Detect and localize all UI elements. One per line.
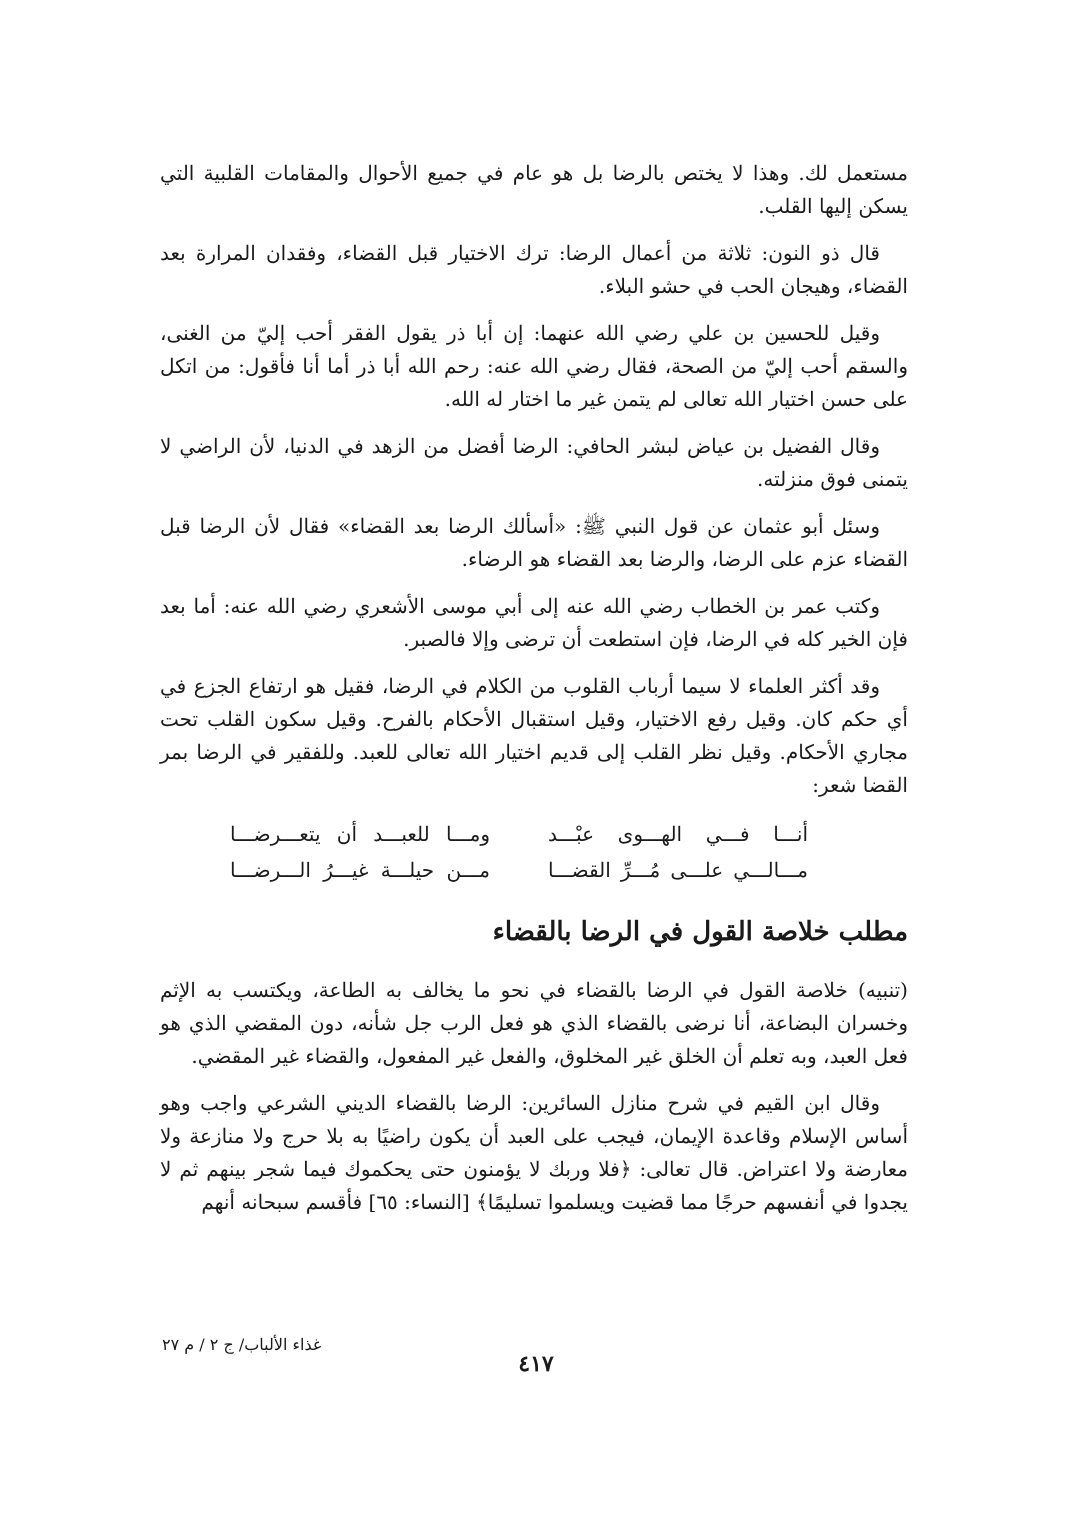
footer-reference: غذاء الألباب/ ج ٢ / م ٢٧ (162, 1335, 322, 1354)
poem-verses (160, 816, 908, 888)
verse-2-first-hemistich: مـــالـــي علـــى مُـــرِّ القضـــا (548, 858, 808, 882)
paragraph-7: وقد أكثر العلماء لا سيما أرباب القلوب من الكلام في الرضا، فقيل هو ارتفاع الجزع في أي حكم كان. وقيل رفع الاختيار، وقيل استقبال الأحكام بالفرح. وقيل سكون القلب تحت مجاري الأحكام. وقيل نظر القلب إلى قديم اختيار الله تعالى للعبد. وللفقير في الرضا بمر القضا شعر: (160, 674, 908, 797)
verse-line (160, 852, 908, 888)
paragraph-6: وكتب عمر بن الخطاب رضي الله عنه إلى أبي موسى الأشعري رضي الله عنه: أما بعد فإن الخير كله في الرضا، فإن استطعت أن ترضى وإلا فالصبر. (160, 594, 908, 651)
paragraph-2: قال ذو النون: ثلاثة من أعمال الرضا: ترك الاختيار قبل القضاء، وفقدان المرارة بعد القضاء، وهيجان الحب في حشو البلاء. (160, 241, 908, 298)
paragraph-9: وقال ابن القيم في شرح منازل السائرين: الرضا بالقضاء الديني الشرعي واجب وهو أساس الإسلام وقاعدة الإيمان، فيجب على العبد أن يكون راضيًا به بلا حرج ولا منازعة ولا معارضة ولا اعتراض. قال تعالى: ﴿فلا وربك لا يؤمنون حتى يحكموك فيما شجر بينهم ثم لا يجدوا في أنفسهم حرجًا مما قضيت ويسلموا تسليمًا﴾ [النساء: ٦٥] فأقسم سبحانه أنهم (160, 1091, 908, 1214)
paragraph-5: وسئل أبو عثمان عن قول النبي ﷺ: «أسألك الرضا بعد القضاء» فقال لأن الرضا قبل القضاء عزم على الرضا، والرضا بعد القضاء هو الرضاء. (160, 514, 908, 571)
section-heading: مطلب خلاصة القول في الرضا بالقضاء (492, 917, 908, 947)
paragraph-4: وقال الفضيل بن عياض لبشر الحافي: الرضا أفضل من الزهد في الدنيا، لأن الراضي لا يتمنى فوق منزلته. (160, 434, 908, 491)
paragraph-3: وقيل للحسين بن علي رضي الله عنهما: إن أبا ذر يقول الفقر أحب إليّ من الغنى، والسقم أحب إليّ من الصحة، فقال رضي الله عنه: رحم الله أبا ذر أما أنا فأقول: من اتكل على حسن اختيار الله تعالى لم يتمن غير ما اختار له الله. (160, 321, 908, 411)
page-number: ٤١٧ (518, 1351, 554, 1377)
paragraph-1: مستعمل لك. وهذا لا يختص بالرضا بل هو عام في جميع الأحوال والمقامات القلبية التي يسكن إليها القلب. (160, 161, 908, 218)
verse-2-second-hemistich: مـــن حيلـــة غيـــرُ الـــرضـــا (230, 858, 490, 882)
body-text-top (160, 157, 908, 1233)
paragraph-8: (تنبيه) خلاصة القول في الرضا بالقضاء في نحو ما يخالف به الطاعة، ويكتسب به الإثم وخسران البضاعة، أنا نرضى بالقضاء الذي هو فعل الرب جل شأنه، دون المقضي الذي هو فعل العبد، وبه تعلم أن الخلق غير المخلوق، والفعل غير المفعول، والقضاء غير المقضي. (160, 978, 908, 1068)
verse-1-second-hemistich: ومـــا للعبـــد أن يتعـــرضـــا (230, 822, 490, 846)
verse-line (160, 816, 908, 852)
verse-1-first-hemistich: أنـــا فـــي الهـــوى عبْـــد (548, 822, 808, 846)
